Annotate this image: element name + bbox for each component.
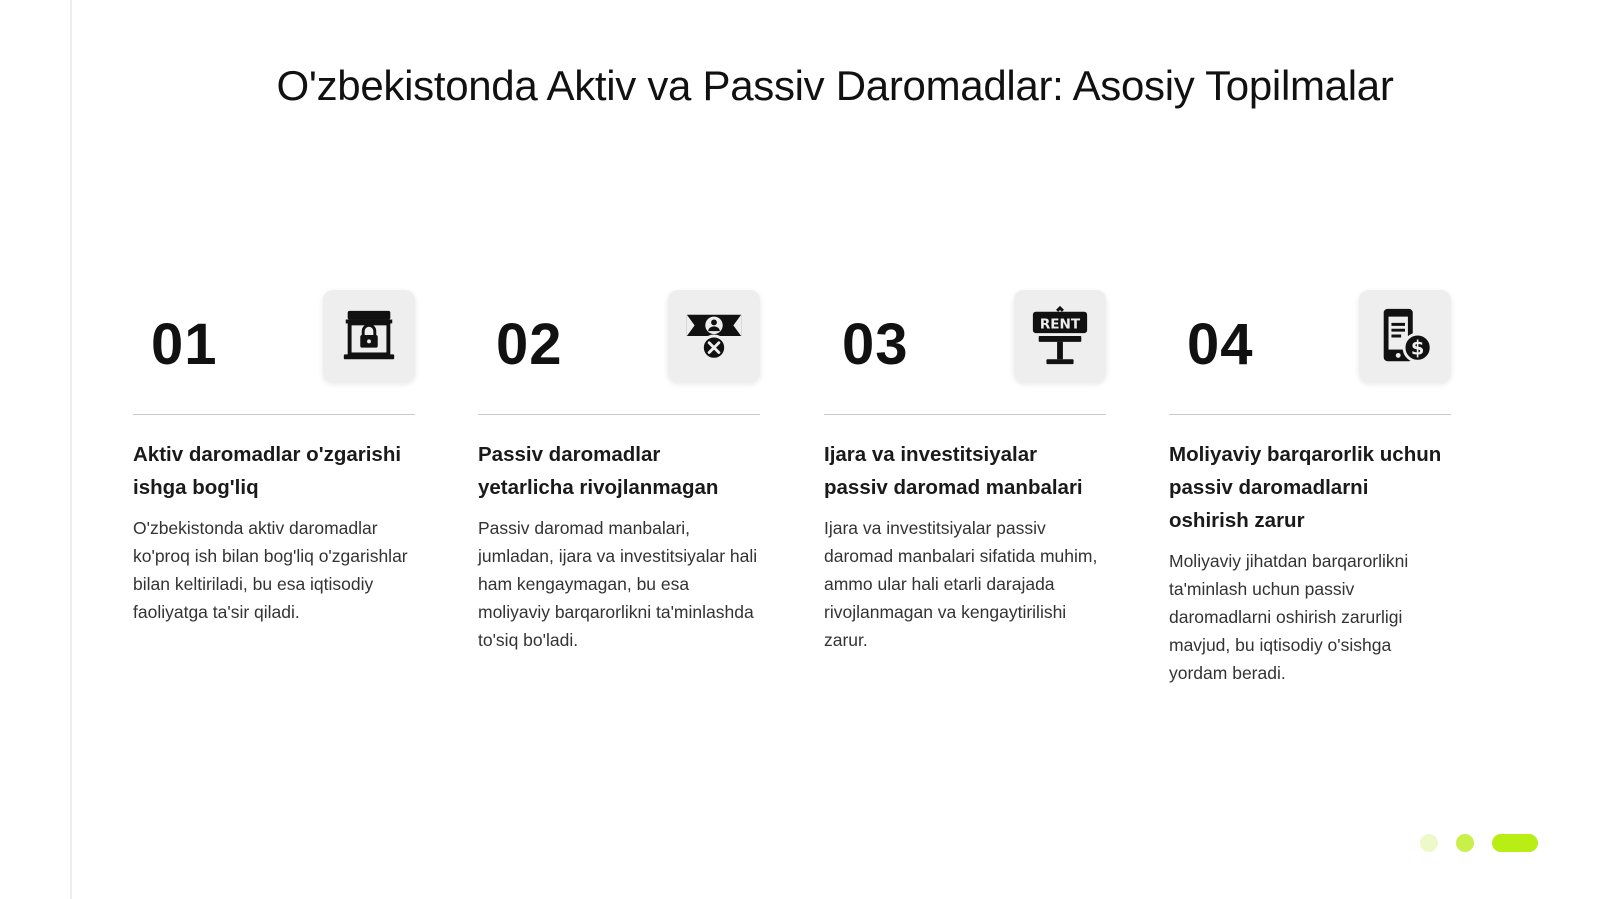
no-money-icon — [668, 290, 760, 382]
card-number: 03 — [842, 312, 909, 377]
card-number: 02 — [496, 312, 563, 377]
slide-title: O'zbekistonda Aktiv va Passiv Daromadlar: Asosiy Topilmalar — [276, 62, 1394, 109]
card-divider — [133, 414, 415, 415]
card-heading: Ijara va investitsiyalar passiv daromad manbalari — [824, 443, 1083, 499]
card-heading: Aktiv daromadlar o'zgarishi ishga bog'liq — [133, 443, 402, 499]
finding-card-1 — [133, 290, 415, 626]
card-text: Passiv daromad manbalari, jumladan, ijara va investitsiyalar hali ham kengaymagan, bu esa moliyaviy barqarorlikni ta'minlashda to'siq bo'ladi. — [478, 518, 758, 650]
locked-shop-icon — [323, 290, 415, 382]
card-divider — [1169, 414, 1451, 415]
card-divider — [824, 414, 1106, 415]
card-heading: Passiv daromadlar yetarlicha rivojlanmagan — [478, 443, 719, 499]
rent-sign-label: RENT — [1039, 316, 1081, 333]
card-number: 01 — [151, 312, 218, 377]
card-text: Ijara va investitsiyalar passiv daromad manbalari sifatida muhim, ammo ular hali etarli darajada rivojlanmagan va kengaytirilishi zarur. — [824, 518, 1098, 650]
card-text: Moliyaviy jihatdan barqarorlikni ta'minlash uchun passiv daromadlarni oshirish zarurligi mavjud, bu iqtisodiy o'sishga yordam beradi. — [1169, 551, 1409, 683]
card-text: O'zbekistonda aktiv daromadlar ko'proq ish bilan bog'liq o'zgarishlar bilan keltiriladi, bu esa iqtisodiy faoliyatga ta'sir qiladi. — [133, 518, 408, 622]
pager-dot-2[interactable] — [1456, 834, 1474, 852]
mobile-payment-icon — [1359, 290, 1451, 382]
card-heading: Moliyaviy barqarorlik uchun passiv daromadlarni oshirish zarur — [1169, 443, 1442, 532]
finding-card-3 — [824, 290, 1106, 654]
svg-text:$: $ — [1410, 336, 1425, 360]
finding-card-2 — [478, 290, 760, 654]
left-margin-rule — [0, 0, 72, 899]
card-divider — [478, 414, 760, 415]
pager-dot-1[interactable] — [1420, 834, 1438, 852]
rent-sign-icon — [1014, 290, 1106, 382]
card-number: 04 — [1187, 312, 1254, 377]
pager-dot-active[interactable] — [1492, 834, 1538, 852]
finding-card-4 — [1169, 290, 1451, 687]
slide-pager — [1420, 831, 1550, 855]
